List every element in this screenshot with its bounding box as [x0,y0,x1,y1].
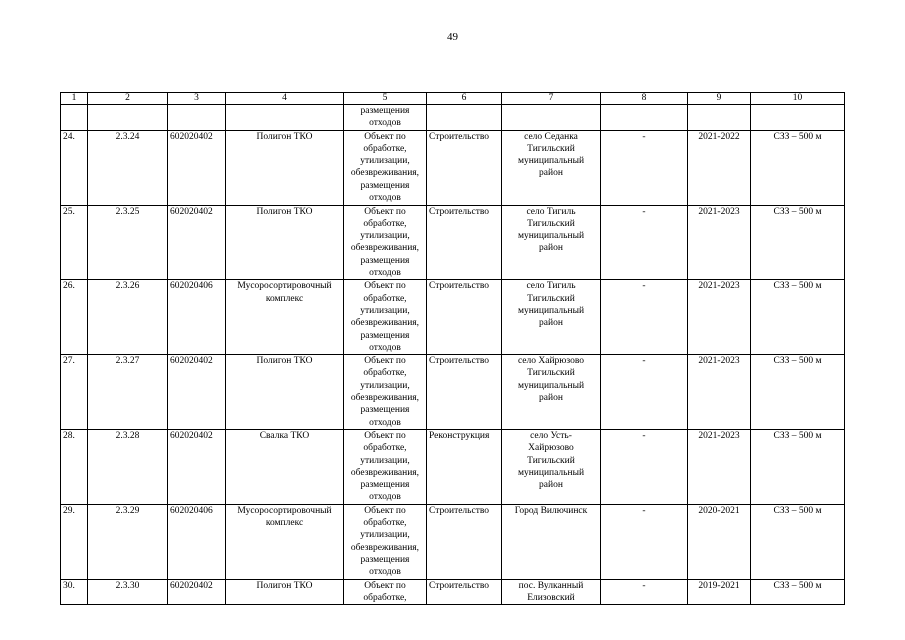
location-cell: село Седанка Тигильский муниципальный район [502,130,601,205]
period-cell: 2021-2023 [688,355,751,430]
header-cell: 5 [344,93,427,105]
column-8-cell: - [601,429,688,504]
activity-type-cell: Строительство [427,205,502,280]
object-id-cell: 602020402 [168,429,226,504]
page-number: 49 [447,31,458,43]
object-id-cell: 602020402 [168,355,226,430]
column-8-cell: - [601,504,688,579]
item-code-cell: 2.3.28 [88,429,168,504]
activity-type-cell: Строительство [427,130,502,205]
sanitary-zone-cell: СЗЗ – 500 м [751,355,845,430]
period-cell: 2021-2023 [688,205,751,280]
row-number-cell: 25. [61,205,88,280]
sanitary-zone-cell: СЗЗ – 500 м [751,280,845,355]
table-row [61,280,845,355]
location-cell: пос. Вулканный Елизовский [502,579,601,605]
period-cell: 2021-2022 [688,130,751,205]
header-cell: 10 [751,93,845,105]
item-code-cell: 2.3.27 [88,355,168,430]
object-id-cell: 602020402 [168,205,226,280]
column-8-cell: - [601,355,688,430]
sanitary-zone-cell: СЗЗ – 500 м [751,429,845,504]
header-cell: 7 [502,93,601,105]
sanitary-zone-cell: СЗЗ – 500 м [751,205,845,280]
row-number-cell: 27. [61,355,88,430]
object-name-cell: Свалка ТКО [226,429,344,504]
table-row [61,205,845,280]
continuation-purpose-cell: размещения отходов [344,105,427,131]
sanitary-zone-cell: СЗЗ – 500 м [751,130,845,205]
column-8-cell: - [601,579,688,605]
activity-type-cell: Строительство [427,355,502,430]
header-cell: 1 [61,93,88,105]
object-purpose-cell: Объект по обработке, утилизации, обезвреживания, размещения отходов [344,130,427,205]
activity-type-cell: Строительство [427,504,502,579]
location-cell: село Тигиль Тигильский муниципальный район [502,205,601,280]
table-row [61,504,845,579]
activity-type-cell: Строительство [427,579,502,605]
continuation-row [61,105,845,131]
column-8-cell: - [601,130,688,205]
sanitary-zone-cell: СЗЗ – 500 м [751,579,845,605]
item-code-cell: 2.3.24 [88,130,168,205]
header-cell: 2 [88,93,168,105]
objects-table [60,92,845,605]
header-cell: 8 [601,93,688,105]
object-purpose-cell: Объект по обработке, [344,579,427,605]
object-purpose-cell: Объект по обработке, утилизации, обезвреживания, размещения отходов [344,280,427,355]
activity-type-cell: Реконструкция [427,429,502,504]
header-row [61,93,845,105]
header-cell: 9 [688,93,751,105]
header-cell: 3 [168,93,226,105]
object-id-cell: 602020402 [168,579,226,605]
row-number-cell: 24. [61,130,88,205]
table-row [61,130,845,205]
object-name-cell: Мусоросортировочный комплекс [226,504,344,579]
activity-type-cell: Строительство [427,280,502,355]
location-cell: село Усть- Хайрюзово Тигильский муниципальный район [502,429,601,504]
table-row [61,579,845,605]
object-name-cell: Полигон ТКО [226,205,344,280]
table-row [61,429,845,504]
period-cell: 2019-2021 [688,579,751,605]
location-cell: село Хайрюзово Тигильский муниципальный район [502,355,601,430]
item-code-cell: 2.3.26 [88,280,168,355]
object-id-cell: 602020402 [168,130,226,205]
row-number-cell: 30. [61,579,88,605]
table-row [61,355,845,430]
period-cell: 2021-2023 [688,280,751,355]
item-code-cell: 2.3.25 [88,205,168,280]
object-name-cell: Мусоросортировочный комплекс [226,280,344,355]
sanitary-zone-cell: СЗЗ – 500 м [751,504,845,579]
item-code-cell: 2.3.29 [88,504,168,579]
object-purpose-cell: Объект по обработке, утилизации, обезвреживания, размещения отходов [344,205,427,280]
header-cell: 4 [226,93,344,105]
object-id-cell: 602020406 [168,280,226,355]
object-name-cell: Полигон ТКО [226,130,344,205]
location-cell: Город Вилючинск [502,504,601,579]
column-8-cell: - [601,280,688,355]
row-number-cell: 28. [61,429,88,504]
column-8-cell: - [601,205,688,280]
item-code-cell: 2.3.30 [88,579,168,605]
row-number-cell: 26. [61,280,88,355]
period-cell: 2020-2021 [688,504,751,579]
object-purpose-cell: Объект по обработке, утилизации, обезвреживания, размещения отходов [344,429,427,504]
object-purpose-cell: Объект по обработке, утилизации, обезвреживания, размещения отходов [344,355,427,430]
object-id-cell: 602020406 [168,504,226,579]
object-purpose-cell: Объект по обработке, утилизации, обезвреживания, размещения отходов [344,504,427,579]
object-name-cell: Полигон ТКО [226,355,344,430]
object-name-cell: Полигон ТКО [226,579,344,605]
period-cell: 2021-2023 [688,429,751,504]
row-number-cell: 29. [61,504,88,579]
location-cell: село Тигиль Тигильский муниципальный район [502,280,601,355]
header-cell: 6 [427,93,502,105]
